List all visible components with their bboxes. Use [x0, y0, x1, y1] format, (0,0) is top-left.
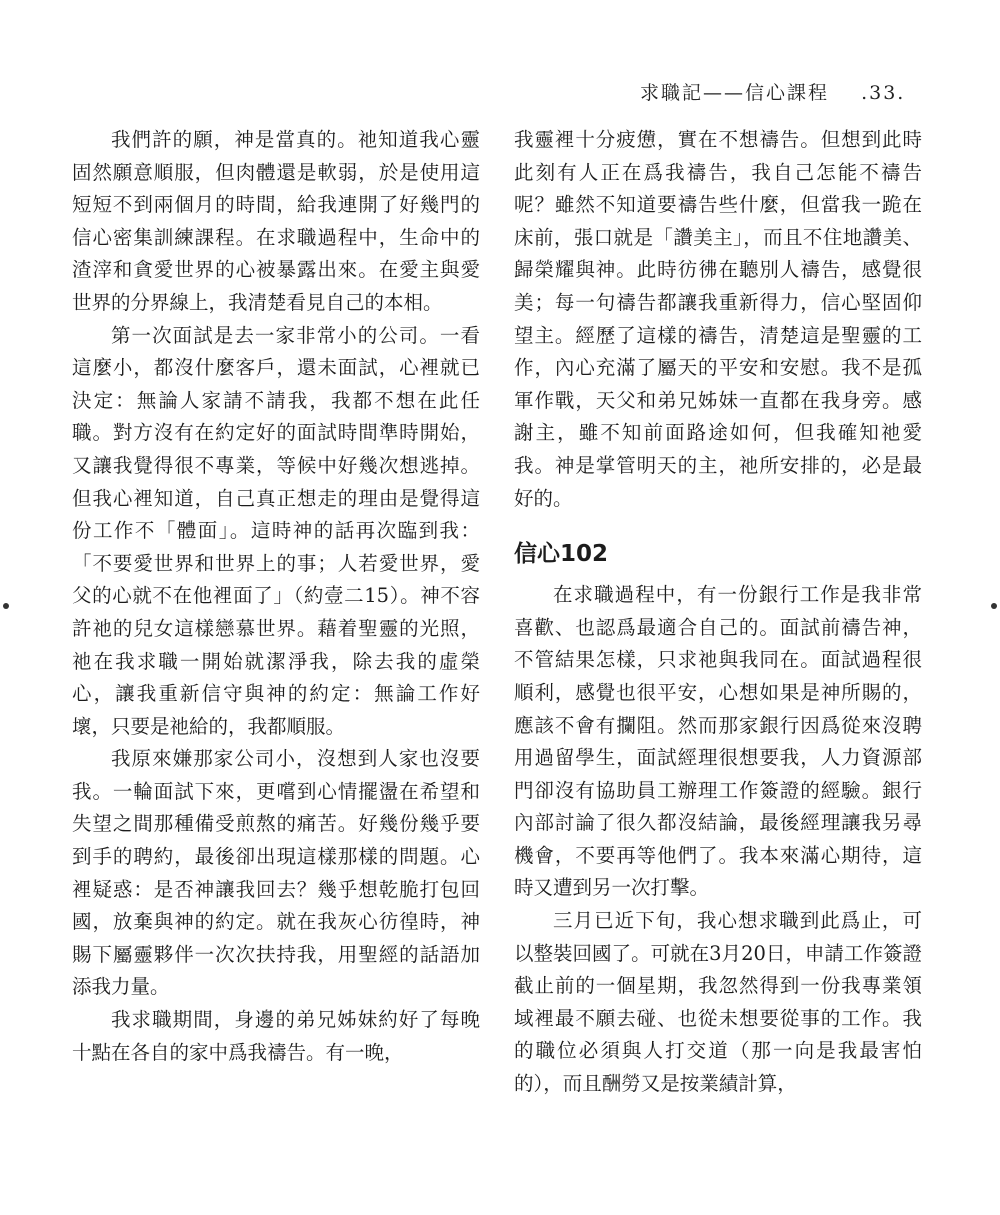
paragraph: 三月已近下旬，我心想求職到此爲止，可以整裝回國了。可就在3月20日，申請工作簽證截止前的一個星期，我忽然得到一份我專業領域裡最不願去碰、也從未想要從事的工作。我的職位必須與人打交道（那一向是我最害怕的），而且酬勞又是按業績計算， — [514, 909, 922, 1096]
paragraph: 我原來嫌那家公司小，沒想到人家也沒要我。一輪面試下來，更嚐到心情擺盪在希望和失望之間那種備受煎熬的痛苦。好幾份幾乎要到手的聘約，最後卻出現這樣那樣的問題。心裡疑惑：是否神讓我回去？幾乎想乾脆打包回國，放棄與神的約定。就在我灰心彷徨時，神賜下屬靈夥伴一次次扶持我，用聖經的話語加添我力量。 — [72, 747, 480, 999]
paragraph: 我求職期間，身邊的弟兄姊妹約好了每晚十點在各自的家中爲我禱告。有一晚， — [72, 1008, 480, 1064]
paragraph-continued: 我靈裡十分疲憊，實在不想禱告。但想到此時此刻有人正在爲我禱告，我自己怎能不禱告呢？雖然不知道要禱告些什麼，但當我一跪在床前，張口就是「讚美主」，而且不住地讚美、歸榮耀與神。此時彷彿在聽別人禱告，感覺很美；每一句禱告都讓我重新得力，信心堅固仰望主。經歷了這樣的禱告，清楚這是聖靈的工作，內心充滿了屬天的平安和安慰。我不是孤軍作戰，天父和弟兄姊妹一直都在我身旁。感謝主，雖不知前面路途如何，但我確知祂愛我。神是掌管明天的主，祂所安排的，必是最好的。 — [514, 128, 922, 510]
registration-mark-left — [3, 603, 9, 609]
paragraph: 我們許的願，神是當真的。祂知道我心靈固然願意順服，但肉體還是軟弱，於是使用這短短不到兩個月的時間，給我連開了好幾門的信心密集訓練課程。在求職過程中，生命中的渣滓和貪愛世界的心被暴露出來。在愛主與愛世界的分界線上，我清楚看見自己的本相。 — [72, 128, 480, 314]
paragraph: 在求職過程中，有一份銀行工作是我非常喜歡、也認爲最適合自己的。面試前禱告神，不管結果怎樣，只求祂與我同在。面試過程很順利，感覺也很平安，心想如果是神所賜的，應該不會有攔阻。然而那家銀行因爲從來沒聘用過留學生，面試經理很想要我，人力資源部門卻沒有協助員工辦理工作簽證的經驗。銀行內部討論了很久都沒結論，最後經理讓我另尋機會，不要再等他們了。我本來滿心期待，這時又遭到另一次打擊。 — [514, 583, 922, 900]
left-column — [72, 124, 480, 1069]
page-number: .33. — [861, 82, 906, 104]
registration-mark-right — [991, 603, 997, 609]
right-column — [514, 124, 922, 1101]
running-title: 求職記——信心課程 — [640, 82, 830, 104]
running-header — [640, 78, 920, 105]
section-heading: 信心102 — [514, 541, 609, 568]
paragraph: 第一次面試是去一家非常小的公司。一看這麼小，都沒什麼客戶，還未面試，心裡就已決定：無論人家請不請我，我都不想在此任職。對方沒有在約定好的面試時間準時開始，又讓我覺得很不專業，等候中好幾次想逃掉。但我心裡知道，自己真正想走的理由是覺得這份工作不「體面」。這時神的話再次臨到我：「不要愛世界和世界上的事；人若愛世界，愛父的心就不在他裡面了」（約壹二15）。神不容許祂的兒女這樣戀慕世界。藉着聖靈的光照，祂在我求職一開始就潔淨我，除去我的虛榮心，讓我重新信守與神的約定：無論工作好壞，只要是祂給的，我都順服。 — [72, 323, 480, 738]
